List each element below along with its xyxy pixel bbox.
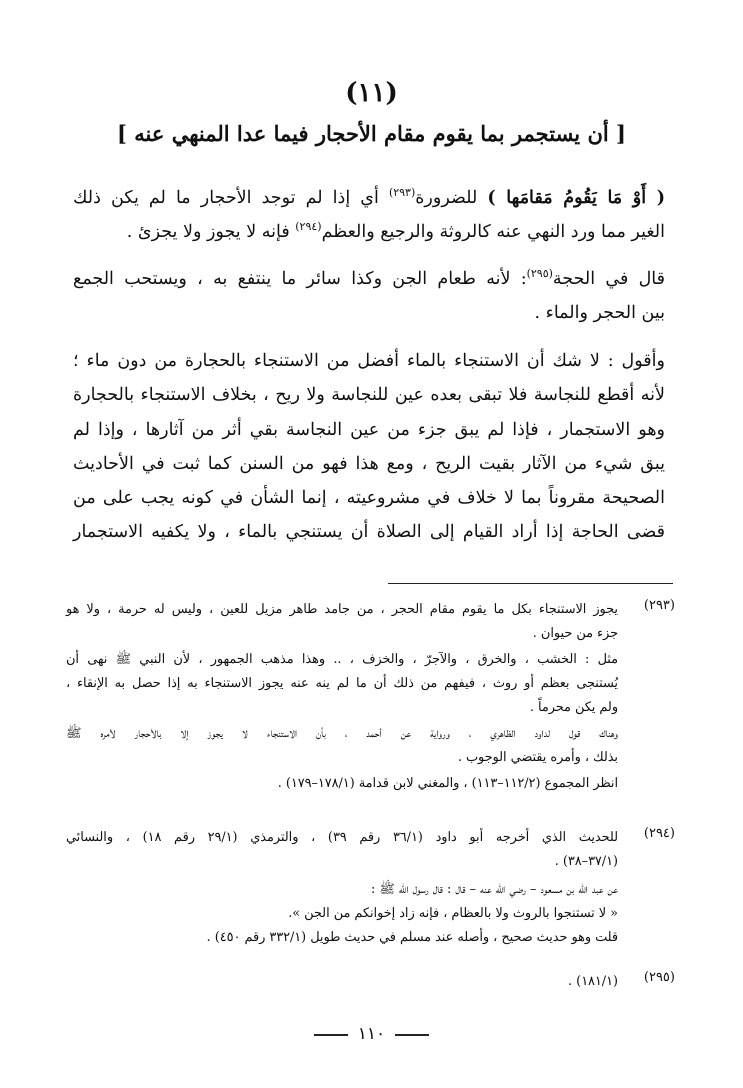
footnote-line: جزء من حيوان . [532, 626, 618, 641]
page-number [0, 1024, 743, 1044]
paragraph-line [73, 181, 665, 215]
paragraph-line: بين الحجر والماء . [534, 303, 665, 323]
page-number-text: ١١٠ [357, 1024, 386, 1044]
footnote-line: « لا تستنجوا بالروث ولا بالعظام ، فإنه زاد إخوانكم من الجن ». [288, 906, 618, 921]
text-span: الغير مما ورد النهي عنه كالروثة والرجيع والعظم [321, 222, 665, 242]
text-span: للضرورة [415, 188, 488, 208]
footnote-line: وهناك قول لداود الظاهري ، ورواية عن أحمد ، بأن الاستنجاء لا يجوز إلا بالأحجار لأمره ﷺ [66, 726, 618, 741]
footnote-number: (٢٩٣) [643, 598, 675, 613]
footnote-line: يُستنجى بعظم أو روث ، فيفهم من ذلك أن ما لم ينه عنه يجوز الاستنجاء به إذا حصل به الإنقاء ، [66, 676, 618, 691]
footnote-number: (٢٩٤) [643, 826, 675, 841]
footnote-line: عن عبد الله بن مسعود – رضي الله عنه – قال : قال رسول الله ﷺ : [370, 882, 618, 897]
page-number-dash [395, 1034, 429, 1036]
paragraph-line [73, 215, 665, 249]
chapter-number: (١١) [345, 78, 398, 108]
footnote-number: (٢٩٥) [643, 970, 675, 985]
paragraph-3 [73, 344, 665, 550]
paragraph-1 [73, 181, 665, 249]
footnote-line: للحديث الذي أخرجه أبو داود (٣٦/١ رقم ٣٩) ، والترمذي (٢٩/١ رقم ١٨) ، والنسائي [66, 830, 619, 845]
text-span: أي إذا لم توجد الأحجار ما لم يكن ذلك [73, 188, 389, 208]
footnote-line: ولم يكن محرماً . [529, 700, 618, 715]
footnote-line: انظر المجموع (١١٢/٢–١١٣) ، والمغني لابن قدامة (١٧٨/١–١٧٩) . [277, 776, 618, 791]
footnote-line: يجوز الاستنجاء بكل ما يقوم مقام الحجر ، من جامد طاهر مزيل للعين ، وليس له حرمة ، ولا هو [66, 602, 618, 617]
footnote-body [66, 826, 618, 950]
chapter-title: [ أن يستجمر بما يقوم مقام الأحجار فيما عدا المنهي عنه ] [117, 121, 626, 146]
footnote-separator [388, 583, 673, 584]
footnote-line: (٣٧/١–٣٨) . [554, 854, 618, 869]
footnote-body [66, 598, 618, 796]
footnote-line: (١٨١/١) . [568, 974, 618, 989]
matn-quote: ( أَوْ مَا يَقُومُ مَقامَها ) [487, 188, 665, 208]
text-span: : لأنه طعام الجن وكذا سائر ما ينتفع به ، ويستحب الجمع [73, 269, 527, 289]
paragraph-line: وأقول : لا شك أن الاستنجاء بالماء أفضل من الاستنجاء بالحجارة من دون ماء ؛ [73, 351, 665, 371]
footnote-ref[interactable]: (٢٩٤) [295, 220, 322, 234]
paragraph-line [73, 262, 665, 296]
footnote-line: قلت وهو حديث صحيح ، وأصله عند مسلم في حديث طويل (٣٣٢/١ رقم ٤٥٠) . [206, 930, 618, 945]
paragraph-line: قضى الحاجة إذا أراد القيام إلى الصلاة أن يستنجي بالماء ، ولا يكفيه الاستجمار [73, 522, 665, 543]
paragraph-2 [73, 262, 665, 330]
text-span: قال في الحجة [552, 269, 665, 289]
paragraph-line: يبق شيء من الآثار بقيت الريح ، ومع هذا فهو من السنن كما ثبت في الأحاديث [73, 453, 665, 474]
footnote-line: مثل : الخشب ، والخرق ، والآجرّ ، والخزف ، .. وهذا مذهب الجمهور ، لأن النبي ﷺ نهى أن [66, 652, 618, 667]
paragraph-line: وهو الاستجمار ، فإذا لم يبق جزء من عين النجاسة بقي أثر من آثارها ، وإذا لم [73, 419, 665, 440]
footnote-ref[interactable]: (٢٩٣) [388, 186, 416, 200]
paragraph-line: لأنه أقطع للنجاسة فلا تبقى بعده عين للنجاسة ولا ريح ، بخلاف الاستنجاء بالحجارة [73, 385, 665, 406]
footnote-line: بذلك ، وأمره يقتضي الوجوب . [457, 750, 618, 765]
footnote-body [66, 970, 618, 994]
text-span: فإنه لا يجوز ولا يجزئ . [126, 222, 296, 242]
page-number-dash [314, 1034, 348, 1036]
footnote-ref[interactable]: (٢٩٥) [526, 267, 553, 281]
paragraph-line: الصحيحة مقروناً بما لا خلاف في مشروعيته ، إنما الشأن في كونه يجب على من [73, 488, 665, 509]
